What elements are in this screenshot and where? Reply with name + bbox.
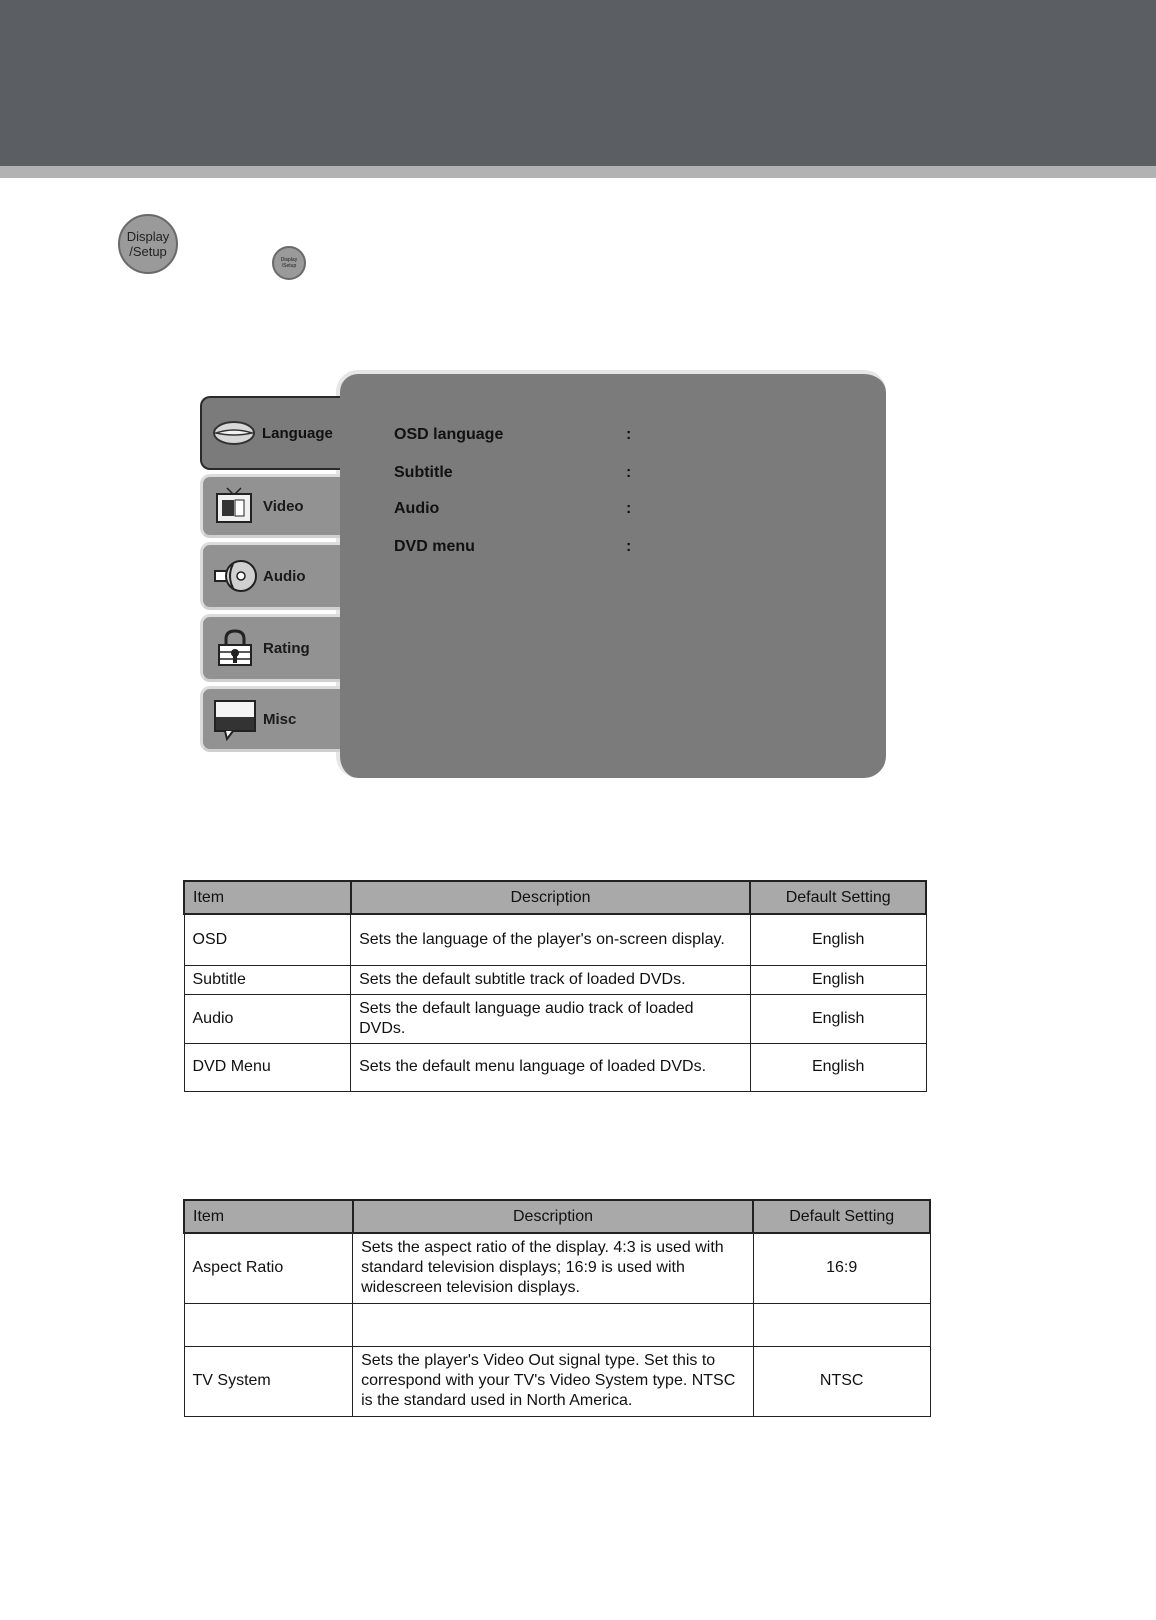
cell-description: Sets the default subtitle track of loaded DVDs.: [351, 965, 751, 994]
speaker-disc-icon: [213, 556, 257, 596]
cell-item: DVD Menu: [184, 1043, 351, 1091]
cell-default: English: [750, 994, 926, 1043]
menu-item-audio[interactable]: Audio: [394, 500, 440, 517]
tab-language[interactable]: [200, 396, 340, 470]
display-setup-button-small[interactable]: [272, 246, 306, 280]
table-row: [184, 994, 926, 1043]
tab-misc[interactable]: [200, 686, 340, 752]
cell-item: Subtitle: [184, 965, 351, 994]
padlock-icon: [213, 628, 257, 668]
header-band: [0, 0, 1156, 166]
header-item: Item: [184, 1200, 353, 1233]
cell-item: TV System: [184, 1346, 353, 1416]
cell-item: Aspect Ratio: [184, 1233, 353, 1303]
header-description: Description: [353, 1200, 754, 1233]
cell-description: Sets the player's Video Out signal type. Set this to correspond with your TV's Video System type. NTSC is the standard used in North America.: [353, 1346, 754, 1416]
table-row: [184, 914, 926, 965]
menu-item-dvd-menu[interactable]: DVD menu: [394, 538, 475, 555]
tab-misc-label: Misc: [263, 710, 297, 728]
cell-description: [353, 1303, 754, 1346]
tab-video[interactable]: [200, 474, 340, 538]
table-row: [184, 1303, 930, 1346]
tv-icon: [213, 486, 257, 526]
tab-language-label: Language: [262, 424, 333, 442]
tab-rating[interactable]: [200, 614, 340, 682]
table-row: [184, 1346, 930, 1416]
header-default-setting: Default Setting: [753, 1200, 930, 1233]
header-default-setting: Default Setting: [750, 881, 926, 914]
table-row: [184, 965, 926, 994]
display-setup-small-line1: Display: [280, 257, 298, 263]
video-settings-table: [183, 1199, 931, 1417]
display-setup-small-line2: /Setup: [281, 263, 297, 269]
tab-rating-label: Rating: [263, 639, 310, 657]
display-setup-button-large[interactable]: [118, 214, 178, 274]
header-description: Description: [351, 881, 751, 914]
menu-item-osd-language[interactable]: OSD language: [394, 426, 504, 443]
cell-item: Audio: [184, 994, 351, 1043]
header-item: Item: [184, 881, 351, 914]
cell-default: English: [750, 1043, 926, 1091]
cell-default: [753, 1303, 930, 1346]
cell-item: [184, 1303, 353, 1346]
cell-default: English: [750, 965, 926, 994]
table-header-row: [184, 1200, 930, 1233]
cell-description: Sets the aspect ratio of the display. 4:3 is used with standard television displays; 16:9 is used with widescreen television displays.: [353, 1233, 754, 1303]
language-settings-table: [183, 880, 927, 1092]
lips-icon: [212, 413, 256, 453]
cell-description: Sets the default language audio track of loaded DVDs.: [351, 994, 751, 1043]
cell-description: Sets the language of the player's on-screen display.: [351, 914, 751, 965]
display-setup-line1: Display: [126, 229, 170, 244]
table-row: [184, 1043, 926, 1091]
menu-item-colon: :: [626, 538, 632, 555]
cell-item: OSD: [184, 914, 351, 965]
menu-item-colon: :: [626, 500, 632, 517]
cell-default: English: [750, 914, 926, 965]
cell-description: Sets the default menu language of loaded DVDs.: [351, 1043, 751, 1091]
menu-item-subtitle[interactable]: Subtitle: [394, 464, 453, 481]
tab-audio-label: Audio: [263, 567, 306, 585]
menu-item-colon: :: [626, 464, 632, 481]
tab-video-label: Video: [263, 497, 304, 515]
table-header-row: [184, 881, 926, 914]
cell-default: NTSC: [753, 1346, 930, 1416]
display-setup-line2: /Setup: [129, 244, 167, 259]
speech-bubble-icon: [213, 699, 257, 739]
table-row: [184, 1233, 930, 1303]
menu-item-colon: :: [626, 426, 632, 443]
cell-default: 16:9: [753, 1233, 930, 1303]
tab-audio[interactable]: [200, 542, 340, 610]
header-rule: [0, 166, 1156, 178]
